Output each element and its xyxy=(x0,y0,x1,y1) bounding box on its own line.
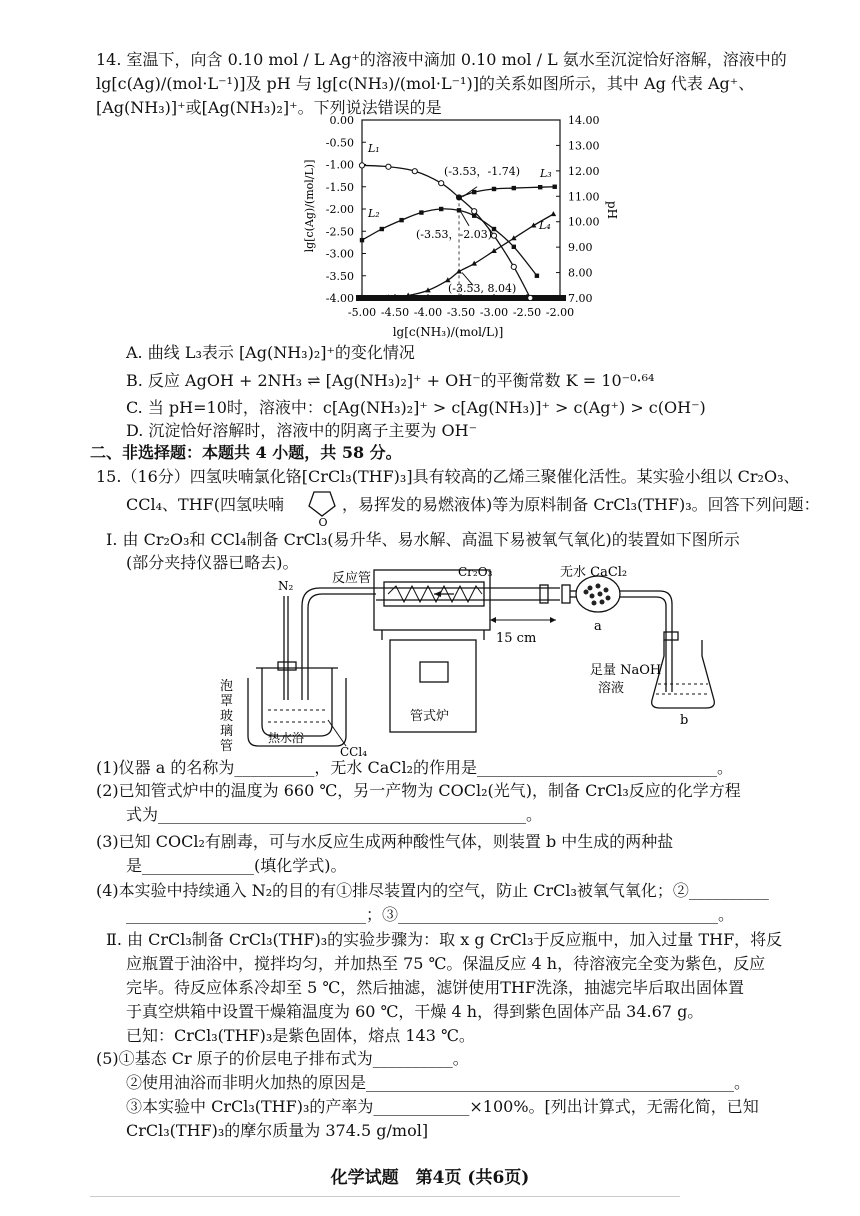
q15-sub2-line1: (2)已知管式炉中的温度为 660 ℃，另一产物为 COCl₂(光气)，制备 CrCl₃反应的化学方程 xyxy=(96,781,741,800)
label-foam-5: 管 xyxy=(220,739,234,754)
label-length: 15 cm xyxy=(496,631,537,646)
q14-option-b: B. 反应 AgOH + 2NH₃ ⇌ [Ag(NH₃)₂]⁺ + OH⁻的平衡常数 K = 10⁻⁰·⁶⁴ xyxy=(126,371,655,390)
annotation-arrow-2 xyxy=(461,212,469,226)
data-point xyxy=(439,181,444,186)
x-tick-label: -4.50 xyxy=(380,306,410,319)
label-n2: N₂ xyxy=(278,579,294,593)
series-line-2 xyxy=(362,209,537,276)
data-point xyxy=(399,218,403,222)
q15-sub4-line1: (4)本实验中持续通入 N₂的目的有①排尽装置内的空气，防止 CrCl₃被氧气氧化；②__________ xyxy=(96,881,769,900)
q15-sub4-line2: ______________________________；③________________________________________。 xyxy=(126,905,735,924)
data-point xyxy=(492,227,496,231)
q14-line-3: [Ag(NH₃)]⁺或[Ag(NH₃)₂]⁺。下列说法错误的是 xyxy=(96,98,442,117)
q15-part2-line1: Ⅱ. 由 CrCl₃制备 CrCl₃(THF)₃的实验步骤为：取 x g CrCl₃于反应瓶中，加入过量 THF，将反 xyxy=(106,930,783,949)
label-furnace: 管式炉 xyxy=(410,709,450,724)
label-foam-1: 泡 xyxy=(220,679,234,694)
y-left-tick-label: -3.00 xyxy=(325,247,354,261)
q15-part2-line2: 应瓶置于油浴中，搅拌均匀，并加热至 75 ℃。保温反应 4 h，待溶液完全变为紫色，反应 xyxy=(126,954,766,973)
q14-option-c: C. 当 pH=10时，溶液中：c[Ag(NH₃)₂]⁺ > c[Ag(NH₃)]⁺ > c(Ag⁺) > c(OH⁻) xyxy=(126,398,706,417)
series-label-L4: L₄ xyxy=(539,219,551,232)
label-foam-3: 玻 xyxy=(220,709,234,724)
y-left-tick-label: -1.50 xyxy=(325,180,354,194)
thf-ring-icon xyxy=(302,486,342,526)
x-tick-label: -3.00 xyxy=(479,306,509,319)
data-point xyxy=(412,169,417,174)
chart-x-label: lg[c(NH₃)/(mol/L)] xyxy=(392,325,504,339)
chart-y-right-label: pH xyxy=(605,200,619,220)
data-point xyxy=(419,210,423,214)
q14-option-a: A. 曲线 L₃表示 [Ag(NH₃)₂]⁺的变化情况 xyxy=(126,343,415,362)
y-left-tick-label: -3.50 xyxy=(325,269,354,283)
label-water-bath: 热水浴 xyxy=(268,731,305,745)
label-foam-4: 璃 xyxy=(220,724,234,739)
annotation-2: (-3.53，-2.03) xyxy=(416,228,493,241)
data-point xyxy=(472,190,476,194)
page-bottom-divider xyxy=(90,1196,680,1197)
label-reaction-tube: 反应管 xyxy=(332,571,372,586)
data-point xyxy=(551,211,557,216)
y-left-tick-label: -0.50 xyxy=(325,136,354,150)
x-tick-label: -2.00 xyxy=(545,306,575,319)
y-right-tick-label: 13.00 xyxy=(568,139,600,153)
q14-line-2: lg[c(Ag)/(mol·L⁻¹)]及 pH 与 lg[c(NH₃)/(mol·L⁻¹)]的关系如图所示，其中 Ag 代表 Ag⁺、 xyxy=(96,74,755,93)
label-ccl4: CCl₄ xyxy=(340,745,368,759)
y-left-tick-label: -4.00 xyxy=(325,292,354,305)
y-right-tick-label: 9.00 xyxy=(568,241,593,255)
y-right-tick-label: 8.00 xyxy=(568,266,593,280)
page-footer: 化学试题 第4页 (共6页) xyxy=(330,1168,530,1188)
q15-part1-line1: Ⅰ. 由 Cr₂O₃和 CCl₄制备 CrCl₃(易升华、易水解、高温下易被氧气氧化)的装置如下图所示 xyxy=(106,530,740,549)
x-tick-label: -2.50 xyxy=(512,306,542,319)
q15-sub5-3: ③本实验中 CrCl₃(THF)₃的产率为____________×100%。[列出计算式，无需化简，已知 xyxy=(126,1097,759,1116)
q15-part2-line3: 完毕。待反应体系冷却至 5 ℃，然后抽滤，滤饼使用THF洗涤，抽滤完毕后取出固体置 xyxy=(126,978,744,997)
thf-oxygen-label: O xyxy=(318,516,328,526)
y-left-tick-label: -2.00 xyxy=(325,203,354,216)
q15-intro-1: 15.（16分）四氢呋喃氯化铬[CrCl₃(THF)₃]具有较高的乙烯三聚催化活性。某实验小组以 Cr₂O₃、 xyxy=(96,467,800,486)
q15-sub5-4: CrCl₃(THF)₃的摩尔质量为 374.5 g/mol] xyxy=(126,1121,429,1140)
series-label-L3: L₃ xyxy=(540,167,552,180)
series-label-L2: L₂ xyxy=(368,207,380,220)
y-right-tick-label: 12.00 xyxy=(568,164,600,178)
q15-sub2-line2: 式为______________________________________________。 xyxy=(126,805,543,824)
data-point xyxy=(535,274,539,278)
y-right-tick-label: 7.00 xyxy=(568,292,593,305)
data-point xyxy=(553,185,557,189)
annotation-3: (-3.53, 8.04) xyxy=(448,282,517,295)
q14-option-d: D. 沉淀恰好溶解时，溶液中的阴离子主要为 OH⁻ xyxy=(126,421,478,440)
section-2-heading: 二、非选择题：本题共 4 小题，共 58 分。 xyxy=(90,443,402,462)
label-b: b xyxy=(680,713,689,728)
data-point xyxy=(511,264,516,269)
annotation-1: (-3.53，-1.74) xyxy=(444,165,521,178)
q15-sub3-line1: (3)已知 COCl₂有剧毒，可与水反应生成两种酸性气体，则装置 b 中生成的两种盐 xyxy=(96,832,674,851)
y-right-tick-label: 11.00 xyxy=(568,190,600,204)
y-left-tick-label: 0.00 xyxy=(329,114,354,127)
q15-part2-line4: 于真空烘箱中设置干燥箱温度为 60 ℃，干燥 4 h，得到紫色固体产品 34.67 g。 xyxy=(126,1002,704,1021)
data-point xyxy=(472,209,477,214)
x-tick-label: -4.00 xyxy=(413,306,443,319)
q15-part1-line2: (部分夹持仪器已略去)。 xyxy=(126,553,299,572)
data-point xyxy=(538,185,542,189)
series-label-L1: L₁ xyxy=(368,142,380,155)
label-cacl2: 无水 CaCl₂ xyxy=(560,565,628,580)
data-point xyxy=(492,187,496,191)
data-point xyxy=(491,233,496,238)
y-left-tick-label: -1.00 xyxy=(325,158,354,172)
data-point xyxy=(512,186,516,190)
y-right-tick-label: 10.00 xyxy=(568,215,600,229)
label-cr2o3: Cr₂O₃ xyxy=(458,565,493,579)
apparatus-diagram xyxy=(0,560,860,760)
data-point xyxy=(512,245,516,249)
chart-y-left-label: lg[c(Ag)/(mol/L)] xyxy=(303,159,316,253)
y-right-tick-label: 14.00 xyxy=(568,114,600,127)
y-left-tick-label: -2.50 xyxy=(325,225,354,239)
x-tick-label: -3.50 xyxy=(446,306,476,319)
data-point xyxy=(472,213,476,217)
label-naoh-1: 足量 NaOH xyxy=(590,663,662,678)
q14-line-1: 14. 室温下，向含 0.10 mol / L Ag⁺的溶液中滴加 0.10 mol / L 氨水至沉淀恰好溶解，溶液中的 xyxy=(96,50,787,69)
q15-sub1: (1)仪器 a 的名称为__________，无水 CaCl₂的作用是______________________________。 xyxy=(96,758,734,777)
q15-intro-2b: ，易挥发的易燃液体)等为原料制备 CrCl₃(THF)₃。回答下列问题： xyxy=(342,495,820,514)
label-naoh-2: 溶液 xyxy=(598,681,625,696)
q15-sub3-line2: 是______________(填化学式)。 xyxy=(126,856,347,875)
data-point xyxy=(380,227,384,231)
data-point xyxy=(528,295,533,300)
q15-intro-2a: CCl₄、THF(四氢呋喃 xyxy=(126,495,284,514)
data-point xyxy=(359,163,364,168)
label-foam-2: 罩 xyxy=(220,694,234,709)
q15-sub5-2: ②使用油浴而非明火加热的原因是______________________________________________。 xyxy=(126,1073,751,1092)
x-tick-label: -5.00 xyxy=(347,306,377,319)
q15-sub5-1: (5)①基态 Cr 原子的价层电子排布式为__________。 xyxy=(96,1049,469,1068)
data-point xyxy=(386,164,391,169)
data-point xyxy=(439,207,443,211)
q15-known: 已知：CrCl₃(THF)₃是紫色固体，熔点 143 ℃。 xyxy=(126,1026,475,1045)
label-a: a xyxy=(594,619,602,634)
data-point xyxy=(360,238,364,242)
